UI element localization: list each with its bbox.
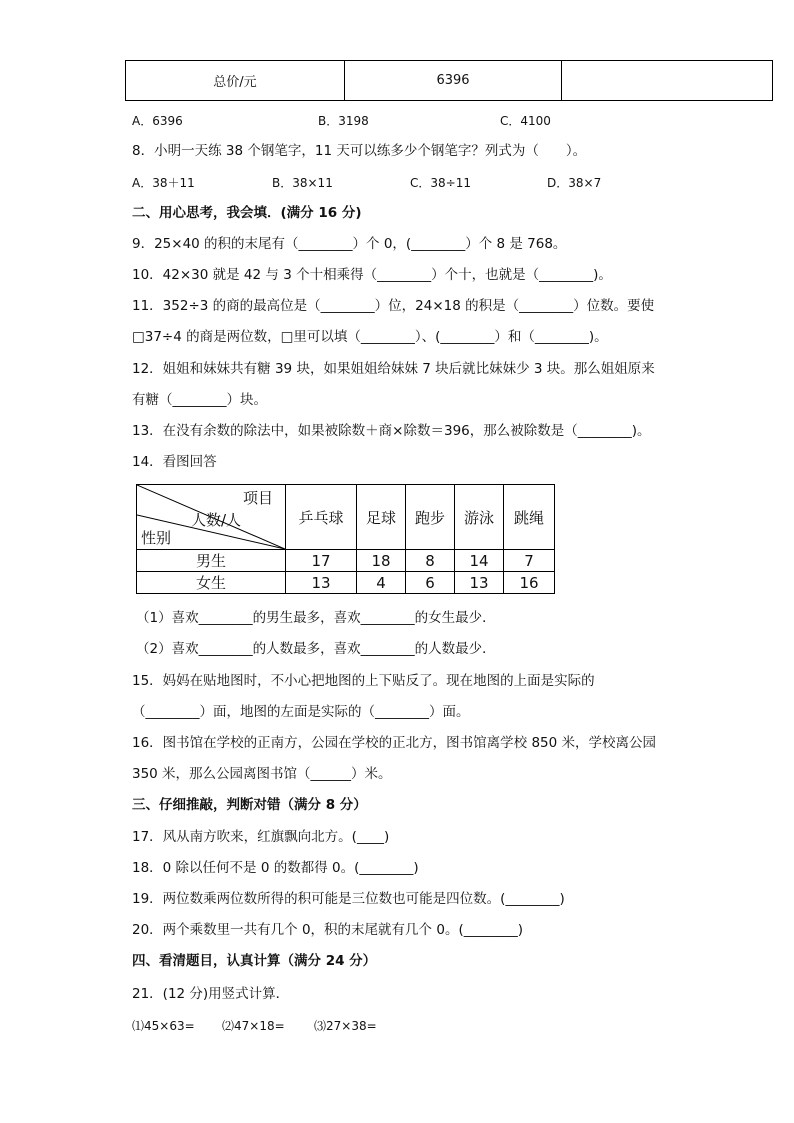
- question-14: 14．看图回答: [132, 454, 217, 470]
- question-12-line-2: 有糖（________）块。: [132, 392, 267, 408]
- calc-item-3: ⑶27×38=: [314, 1019, 377, 1033]
- corner-count-label: 人数/人: [191, 511, 242, 529]
- table-corner-cell: [137, 485, 286, 550]
- calc-item-1: ⑴45×63=: [132, 1019, 195, 1033]
- row-label: 男生: [137, 550, 286, 572]
- cell: 18: [357, 550, 406, 572]
- question-15-line-1: 15．妈妈在贴地图时，不小心把地图的上下贴反了。现在地图的上面是实际的: [132, 673, 595, 689]
- question-14-2: （2）喜欢________的人数最多，喜欢________的人数最少．: [136, 641, 496, 657]
- cell: 7: [504, 550, 555, 572]
- question-11-line-1: 11．352÷3 的商的最高位是（________）位，24×18 的积是（________）位数。要使: [132, 298, 655, 314]
- q7-option-b: B．3198: [318, 114, 369, 128]
- cell: 4: [357, 572, 406, 594]
- question-15-line-2: （________）面，地图的左面是实际的（________）面。: [132, 704, 470, 720]
- question-12-line-1: 12．姐姐和妹妹共有糖 39 块，如果姐姐给妹妹 7 块后就比妹妹少 3 块。那么姐姐原来: [132, 361, 655, 377]
- corner-item-label: 项目: [242, 489, 273, 507]
- section-4-heading: 四、看清题目，认真计算（满分 24 分）: [132, 953, 377, 969]
- corner-gender-label: 性别: [141, 529, 172, 547]
- q8-option-b: B．38×11: [272, 176, 333, 190]
- question-11-line-2: □37÷4 的商是两位数，□里可以填（________）、(________）和（________)。: [132, 329, 608, 345]
- hobby-table: [136, 484, 555, 594]
- total-price-blank: [562, 61, 773, 101]
- header-football: 足球: [357, 485, 406, 550]
- question-17: 17．风从南方吹来，红旗飘向北方。(____): [132, 829, 390, 845]
- total-price-label: 总价/元: [126, 61, 345, 101]
- cell: 8: [406, 550, 455, 572]
- q7-option-c: C．4100: [500, 114, 551, 128]
- q8-option-d: D．38×7: [547, 176, 602, 190]
- header-rope-skipping: 跳绳: [504, 485, 555, 550]
- table-row-boys: [137, 550, 555, 572]
- section-3-heading: 三、仔细推敲，判断对错（满分 8 分）: [132, 797, 367, 813]
- row-label: 女生: [137, 572, 286, 594]
- cell: 6: [406, 572, 455, 594]
- q8-option-c: C．38÷11: [410, 176, 471, 190]
- question-18: 18．0 除以任何不是 0 的数都得 0。(________): [132, 860, 419, 876]
- question-13: 13．在没有余数的除法中，如果被除数＋商×除数＝396，那么被除数是（________)。: [132, 423, 651, 439]
- table-row-girls: [137, 572, 555, 594]
- question-16-line-2: 350 米，那么公园离图书馆（______）米。: [132, 766, 392, 782]
- question-9: 9．25×40 的积的末尾有（________）个 0，(________）个 8 是 768。: [132, 236, 567, 252]
- question-8: 8．小明一天练 38 个钢笔字，11 天可以练多少个钢笔字？列式为（ ）。: [132, 143, 587, 159]
- question-10: 10．42×30 就是 42 与 3 个十相乘得（________）个十，也就是（________)。: [132, 267, 612, 283]
- question-19: 19．两位数乘两位数所得的积可能是三位数也可能是四位数。(________): [132, 891, 565, 907]
- question-14-1: （1）喜欢________的男生最多，喜欢________的女生最少．: [136, 610, 496, 626]
- calc-item-2: ⑵47×18=: [222, 1019, 285, 1033]
- header-running: 跑步: [406, 485, 455, 550]
- header-table-tennis: 乒乓球: [286, 485, 357, 550]
- question-21: 21．(12 分)用竖式计算．: [132, 986, 290, 1002]
- cell: 14: [455, 550, 504, 572]
- question-16-line-1: 16．图书馆在学校的正南方，公园在学校的正北方，图书馆离学校 850 米，学校离公园: [132, 735, 657, 751]
- cell: 17: [286, 550, 357, 572]
- cell: 16: [504, 572, 555, 594]
- section-2-heading: 二、用心思考，我会填．(满分 16 分): [132, 205, 362, 221]
- header-swimming: 游泳: [455, 485, 504, 550]
- cell: 13: [455, 572, 504, 594]
- q7-option-a: A．6396: [132, 114, 183, 128]
- cell: 13: [286, 572, 357, 594]
- q8-option-a: A．38＋11: [132, 176, 195, 190]
- total-price-value: 6396: [345, 61, 562, 101]
- question-20: 20．两个乘数里一共有几个 0，积的末尾就有几个 0。(________): [132, 922, 523, 938]
- price-table: [125, 60, 773, 101]
